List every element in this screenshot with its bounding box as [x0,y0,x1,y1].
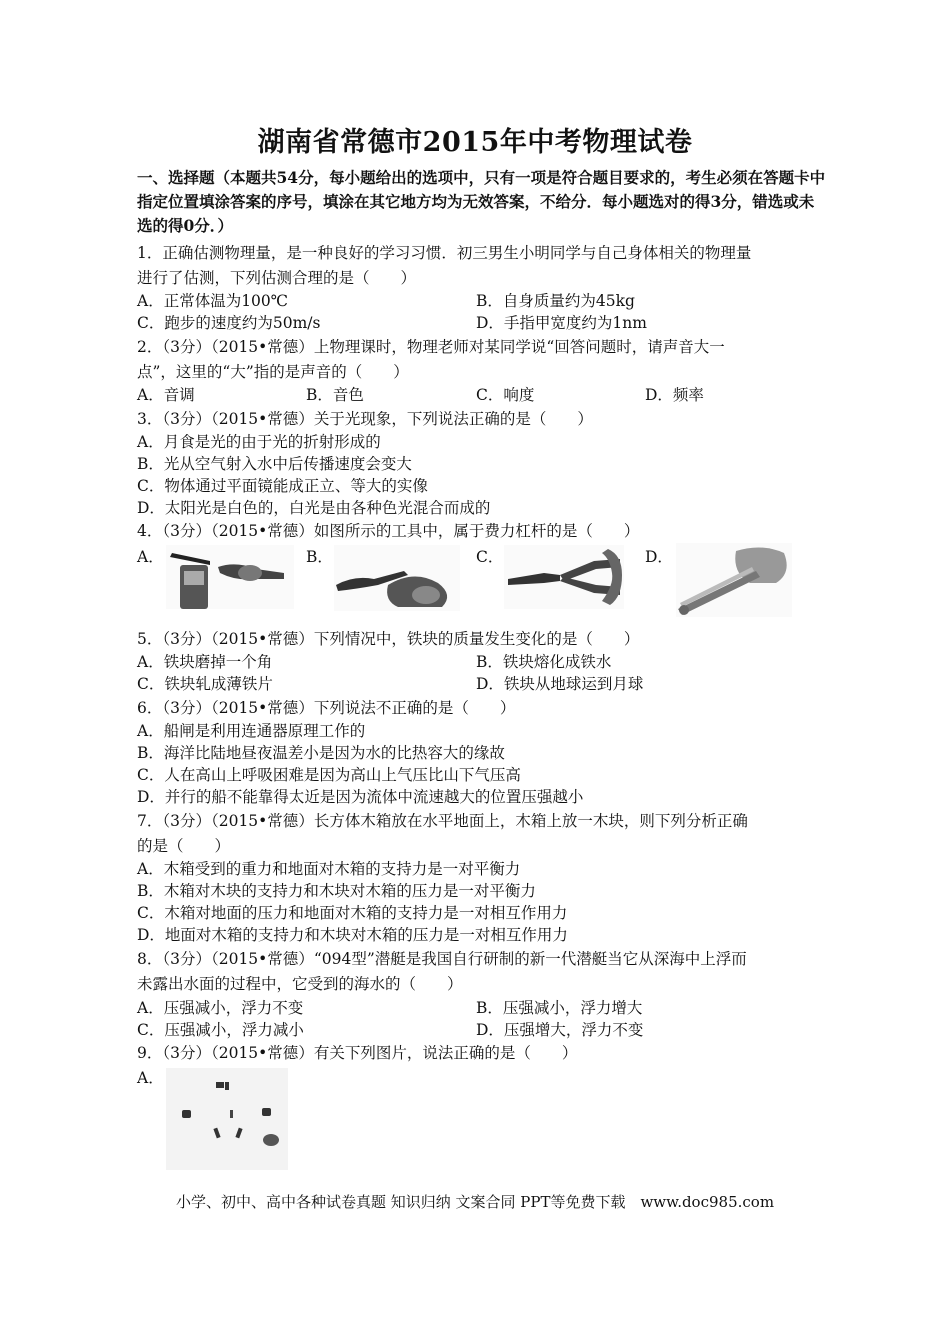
q3-option-b: B．光从空气射入水中后传播速度会变大 [137,455,412,473]
q2-stem-line2: 点”，这里的“大”指的是声音的（ ） [137,363,409,381]
scissors-tool-image [676,543,792,617]
q1-option-b: B．自身质量约为45kg [476,292,635,310]
q6-stem: 6．（3分）（2015•常德）下列说法不正确的是（ ） [137,699,516,717]
q3-option-a: A．月食是光的由于光的折射形成的 [137,433,381,451]
q7-option-b: B．木箱对木块的支持力和木块对木箱的压力是一对平衡力 [137,882,536,900]
q4-stem: 4．（3分）（2015•常德）如图所示的工具中，属于费力杠杆的是（ ） [137,522,640,540]
q1-stem-line2: 进行了估测，下列估测合理的是（ ） [137,269,417,287]
q2-option-b: B．音色 [306,386,364,404]
section-instructions: 一、选择题（本题共54分，每小题给出的选项中，只有一项是符合题目要求的，考生必须在答题卡中指定位置填涂答案的序号，填涂在其它地方均为无效答案，不给分．每小题选对的得3分，错选或未选的得0分．） [137,168,826,235]
q4-option-d-label: D． [645,548,673,566]
q8-stem-line2: 未露出水面的过程中，它受到的海水的（ ） [137,975,463,993]
q4-option-a-label: A． [137,548,164,566]
q8-option-b: B．压强减小，浮力增大 [476,999,643,1017]
q3-option-c: C．物体通过平面镜能成正立、等大的实像 [137,477,428,495]
q8-option-c: C．压强减小，浮力减小 [137,1021,304,1039]
q6-option-a: A．船闸是利用连通器原理工作的 [137,722,366,740]
q6-option-b: B．海洋比陆地昼夜温差小是因为水的比热容大的缘故 [137,744,505,762]
q5-stem: 5．（3分）（2015•常德）下列情况中，铁块的质量发生变化的是（ ） [137,630,640,648]
q1-stem-line1: 1．正确估测物理量，是一种良好的学习习惯．初三男生小明同学与自己身体相关的物理量 [137,244,752,262]
q5-option-d: D．铁块从地球运到月球 [476,675,644,693]
tweezers-image [334,545,460,611]
page-footer: 小学、初中、高中各种试卷真题 知识归纳 文案合同 PPT等免费下载 www.doc985.com [175,1193,775,1211]
q7-option-d: D．地面对木箱的支持力和木块对木箱的压力是一对相互作用力 [137,926,568,944]
q1-option-d: D．手指甲宽度约为1nm [476,314,647,332]
q6-option-d: D．并行的船不能靠得太近是因为流体中流速越大的位置压强越小 [137,788,584,806]
q2-option-c: C．响度 [476,386,535,404]
q4-option-b-label: B． [306,548,333,566]
q7-option-a: A．木箱受到的重力和地面对木箱的支持力是一对平衡力 [137,860,521,878]
q3-option-d: D．太阳光是白色的，白光是由各种色光混合而成的 [137,499,491,517]
q5-option-b: B．铁块熔化成铁水 [476,653,612,671]
q7-stem-line2: 的是（ ） [137,837,231,855]
q8-option-d: D．压强增大，浮力不变 [476,1021,644,1039]
q4-option-c-label: C． [476,548,504,566]
power-socket-image [166,1068,288,1170]
q6-option-c: C．人在高山上呼吸困难是因为高山上气压比山下气压高 [137,766,521,784]
q2-option-d: D．频率 [645,386,704,404]
q2-stem-line1: 2．（3分）（2015•常德）上物理课时，物理老师对某同学说“回答问题时，请声音大一 [137,338,725,356]
q5-option-c: C．铁块轧成薄铁片 [137,675,273,693]
q7-option-c: C．木箱对地面的压力和地面对木箱的支持力是一对相互作用力 [137,904,568,922]
q5-option-a: A．铁块磨掉一个角 [137,653,273,671]
q9-stem: 9．（3分）（2015•常德）有关下列图片，说法正确的是（ ） [137,1044,578,1062]
q9-option-a-label: A． [137,1069,164,1087]
q1-option-a: A．正常体温为100℃ [137,292,289,310]
bottle-opener-image [166,545,294,609]
q1-option-c: C．跑步的速度约为50m/s [137,314,321,332]
q8-stem-line1: 8．（3分）（2015•常德）“094型”潜艇是我国自行研制的新一代潜艇当它从深海中上浮而 [137,950,747,968]
q3-stem: 3．（3分）（2015•常德）关于光现象，下列说法正确的是（ ） [137,410,593,428]
q2-option-a: A．音调 [137,386,195,404]
page-title: 湖南省常德市2015年中考物理试卷 [257,127,693,158]
q8-option-a: A．压强减小，浮力不变 [137,999,304,1017]
q7-stem-line1: 7．（3分）（2015•常德）长方体木箱放在水平地面上，木箱上放一木块，则下列分析正确 [137,812,748,830]
pliers-image [504,545,624,609]
